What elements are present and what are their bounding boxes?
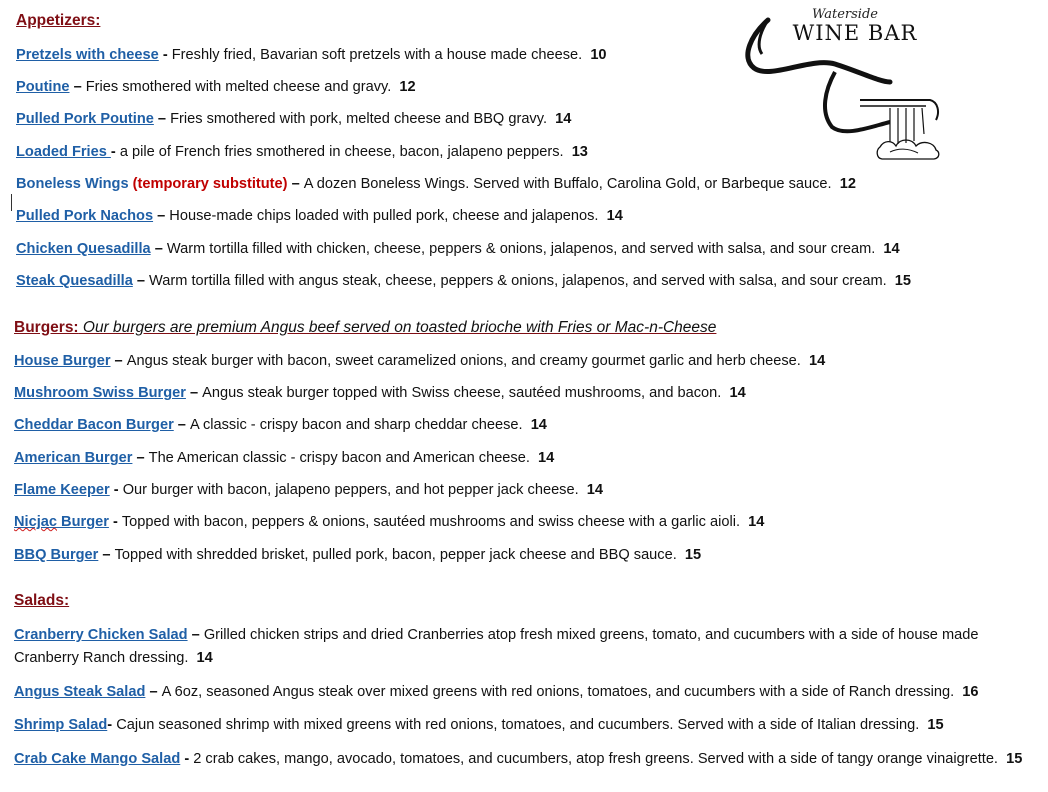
item-description: Fries smothered with pork, melted cheese and BBQ gravy. — [170, 111, 547, 127]
item-separator: – — [187, 627, 204, 643]
item-name-link[interactable]: American Burger — [14, 450, 133, 466]
item-price: 14 — [196, 650, 213, 666]
menu-item — [14, 681, 979, 704]
menu-item — [14, 714, 944, 737]
item-description: Cajun seasoned shrimp with mixed greens with red onions, tomatoes, and cucumbers. Served with a side of Italian dressing. — [116, 717, 920, 733]
item-separator: – — [110, 353, 127, 369]
item-price: 14 — [538, 450, 555, 466]
item-name-link[interactable]: Loaded Fries — [16, 144, 111, 160]
item-description: Angus steak burger topped with Swiss cheese, sautéed mushrooms, and bacon. — [202, 385, 722, 401]
item-separator: – — [69, 79, 86, 95]
item-price: 16 — [962, 684, 979, 700]
item-description: Grilled chicken strips and dried Cranberries atop fresh mixed greens, tomato, and cucumbers with a side of house made Cranberry Ranch dressing. — [14, 627, 979, 666]
item-name-link[interactable]: Pulled Pork Nachos — [16, 208, 154, 224]
item-name-link[interactable]: Poutine — [16, 79, 70, 95]
item-price: 12 — [839, 176, 856, 192]
item-price: 14 — [530, 417, 547, 433]
item-separator: – — [185, 385, 203, 401]
item-name-link[interactable]: Boneless Wings — [16, 176, 129, 192]
item-description: Topped with shredded brisket, pulled pork, bacon, pepper jack cheese and BBQ sauce. — [114, 547, 677, 563]
item-name-link[interactable]: Crab Cake Mango Salad — [14, 751, 181, 767]
item-price: 15 — [927, 717, 944, 733]
item-separator: – — [153, 208, 170, 224]
appetizers-heading: Appetizers: — [16, 12, 101, 29]
item-separator: – — [145, 684, 162, 700]
menu-item — [16, 238, 900, 261]
menu-item — [14, 447, 554, 470]
item-description: A 6oz, seasoned Angus steak over mixed greens with red onions, tomatoes, and cucumbers with a side of Ranch dressing. — [161, 684, 955, 700]
item-price: 14 — [748, 514, 765, 530]
item-description: Warm tortilla filled with chicken, cheese, peppers & onions, jalapenos, and served with salsa, and sour cream. — [166, 241, 876, 257]
burgers-note: Our burgers are premium Angus beef served on toasted brioche with Fries or Mac-n-Cheese — [78, 319, 717, 336]
item-name-link[interactable]: Shrimp Salad — [14, 717, 108, 733]
item-price: 14 — [883, 241, 900, 257]
wine-glass-waterfall-logo-icon — [740, 2, 955, 167]
item-name-link[interactable]: House Burger — [14, 353, 111, 369]
item-name-link[interactable]: Chicken Quesadilla — [16, 241, 151, 257]
item-name-link[interactable]: Pulled Pork Poutine — [16, 111, 154, 127]
menu-item — [16, 270, 911, 293]
item-name-link[interactable]: Flame Keeper — [14, 482, 110, 498]
item-price: 14 — [555, 111, 572, 127]
item-description: Warm tortilla filled with angus steak, cheese, peppers & onions, jalapenos, and served with salsa, and sour cream. — [149, 273, 887, 289]
item-name-link[interactable] — [14, 514, 109, 530]
menu-item — [16, 76, 416, 99]
item-price: 14 — [808, 353, 826, 369]
item-separator: – — [153, 111, 171, 127]
item-description: The American classic - crispy bacon and American cheese. — [148, 450, 530, 466]
item-description: House-made chips loaded with pulled pork, cheese and jalapenos. — [169, 208, 599, 224]
item-price: 15 — [894, 273, 912, 289]
item-description: Angus steak burger with bacon, sweet caramelized onions, and creamy gourmet garlic and herb cheese. — [126, 353, 801, 369]
item-separator: – — [150, 241, 167, 257]
item-name-link[interactable]: Steak Quesadilla — [16, 273, 133, 289]
item-separator: - — [109, 482, 123, 498]
item-separator: – — [132, 273, 150, 289]
item-description: Fries smothered with melted cheese and gravy. — [85, 79, 392, 95]
menu-item — [16, 44, 607, 67]
burgers-heading-label: Burgers: — [14, 319, 79, 336]
item-temporary-note: (temporary substitute) — [128, 176, 288, 192]
item-name-link[interactable]: Pretzels with cheese — [16, 47, 159, 63]
item-description: a pile of French fries smothered in cheese, bacon, jalapeno peppers. — [119, 144, 564, 160]
item-description: Freshly fried, Bavarian soft pretzels with a house made cheese. — [171, 47, 583, 63]
item-description: Our burger with bacon, jalapeno peppers, and hot pepper jack cheese. — [122, 482, 579, 498]
menu-item — [14, 511, 764, 534]
menu-item — [14, 414, 547, 437]
item-price: 15 — [1006, 751, 1023, 767]
item-price: 13 — [571, 144, 588, 160]
item-description: Topped with bacon, peppers & onions, sautéed mushrooms and swiss cheese with a garlic aioli. — [121, 514, 741, 530]
logo-title-text: WINE BAR — [792, 21, 918, 45]
item-price: 14 — [586, 482, 603, 498]
menu-item — [14, 748, 1034, 771]
menu-item — [14, 624, 1034, 670]
item-separator: - — [180, 751, 194, 767]
menu-item — [14, 382, 746, 405]
item-separator: – — [98, 547, 115, 563]
item-price: 14 — [729, 385, 746, 401]
item-price: 10 — [590, 47, 607, 63]
menu-item — [14, 350, 825, 373]
item-description: 2 crab cakes, mango, avocado, tomatoes, and cucumbers, atop fresh greens. Served with a side of tangy orange vinaigrette. — [193, 751, 998, 767]
logo-script-text: Waterside — [812, 7, 878, 22]
item-separator: - — [110, 144, 120, 160]
burgers-heading — [14, 319, 716, 337]
menu-item — [16, 108, 571, 131]
item-description: A dozen Boneless Wings. Served with Buffalo, Carolina Gold, or Barbeque sauce. — [303, 176, 832, 192]
item-name-spellcheck-word: Nicjac — [14, 514, 57, 530]
item-separator: - — [108, 514, 122, 530]
item-name-link[interactable]: Mushroom Swiss Burger — [14, 385, 186, 401]
menu-item — [14, 544, 701, 567]
menu-item — [16, 205, 623, 228]
menu-item — [14, 479, 603, 502]
item-separator: – — [287, 176, 304, 192]
text-cursor — [11, 194, 12, 211]
item-price: 12 — [399, 79, 416, 95]
salads-heading: Salads: — [14, 592, 70, 609]
item-separator: – — [132, 450, 149, 466]
wine-bar-logo — [740, 2, 955, 167]
item-name-link[interactable]: Angus Steak Salad — [14, 684, 146, 700]
item-separator: - — [107, 717, 117, 733]
menu-item — [16, 141, 588, 164]
item-name-link[interactable]: BBQ Burger — [14, 547, 99, 563]
item-price: 15 — [684, 547, 702, 563]
menu-item — [16, 173, 856, 196]
item-name-link[interactable]: Cheddar Bacon Burger — [14, 417, 174, 433]
item-price: 14 — [606, 208, 623, 224]
item-separator: – — [173, 417, 190, 433]
item-name-rest: Burger — [57, 514, 109, 530]
item-name-link[interactable]: Cranberry Chicken Salad — [14, 627, 188, 643]
item-description: A classic - crispy bacon and sharp cheddar cheese. — [189, 417, 523, 433]
item-separator: - — [158, 47, 172, 63]
